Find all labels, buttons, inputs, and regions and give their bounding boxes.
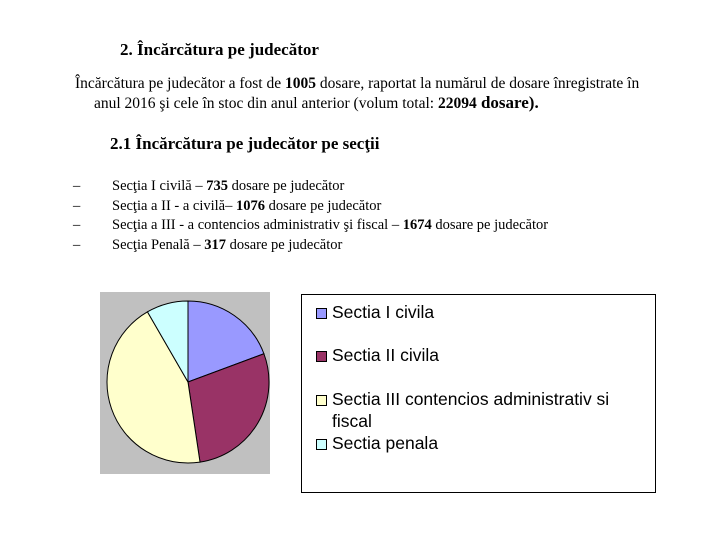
- pie-chart-area: [100, 292, 270, 474]
- legend-label: Sectia III contencios administrativ si fiscal: [332, 389, 610, 431]
- paragraph-text: dosare).: [476, 93, 539, 112]
- paragraph-text: Încărcătura pe judecător a fost de: [75, 75, 285, 92]
- total-volume-value: 22094: [437, 95, 477, 112]
- paragraph-line-1: [75, 74, 675, 93]
- legend-swatch: [316, 439, 327, 450]
- list-item-suffix: dosare pe judecător: [265, 197, 382, 214]
- list-item-suffix: dosare pe judecător: [431, 217, 549, 233]
- section-load-list: [73, 177, 548, 255]
- paragraph-text: dosare, raportat la numărul de dosare înregistrate în: [316, 75, 640, 92]
- section-heading: 2. Încărcătura pe judecător: [120, 40, 319, 59]
- load-per-judge-value: 1005: [285, 75, 316, 92]
- summary-paragraph: [75, 74, 675, 113]
- pie-chart: [100, 292, 270, 474]
- list-item: [73, 236, 548, 256]
- dash-bullet: –: [73, 217, 81, 233]
- legend-label: Sectia penala: [332, 433, 439, 453]
- chart-legend: [301, 294, 656, 493]
- paragraph-text: anul 2016 şi cele în stoc din anul anterior (volum total:: [94, 95, 438, 112]
- list-item: [73, 177, 548, 197]
- legend-swatch: [316, 395, 327, 406]
- list-item-value: 735: [206, 178, 228, 194]
- legend-label: Sectia II civila: [332, 345, 439, 365]
- list-item-suffix: dosare pe judecător: [225, 236, 343, 253]
- legend-swatch: [316, 351, 327, 362]
- list-item-label: Secţia a III - a contencios administrativ şi fiscal –: [112, 217, 403, 233]
- dash-bullet: –: [73, 236, 81, 253]
- dash-bullet: –: [73, 197, 81, 214]
- legend-label: Sectia I civila: [332, 302, 435, 322]
- list-item-label: Secţia a II - a civilă–: [112, 197, 236, 214]
- dash-bullet: –: [73, 178, 81, 194]
- list-item-label: Secţia Penală –: [112, 236, 205, 253]
- list-item: [73, 216, 548, 236]
- list-item-value: 1076: [236, 197, 265, 214]
- legend-swatch: [316, 308, 327, 319]
- list-item-label: Secţia I civilă –: [112, 178, 207, 194]
- list-item-value: 317: [204, 236, 226, 253]
- subsection-heading: 2.1 Încărcătura pe judecător pe secţii: [110, 134, 380, 153]
- paragraph-line-2: [75, 93, 675, 113]
- list-item-value: 1674: [402, 217, 432, 233]
- list-item-suffix: dosare pe judecător: [227, 178, 345, 194]
- list-item: [73, 197, 548, 217]
